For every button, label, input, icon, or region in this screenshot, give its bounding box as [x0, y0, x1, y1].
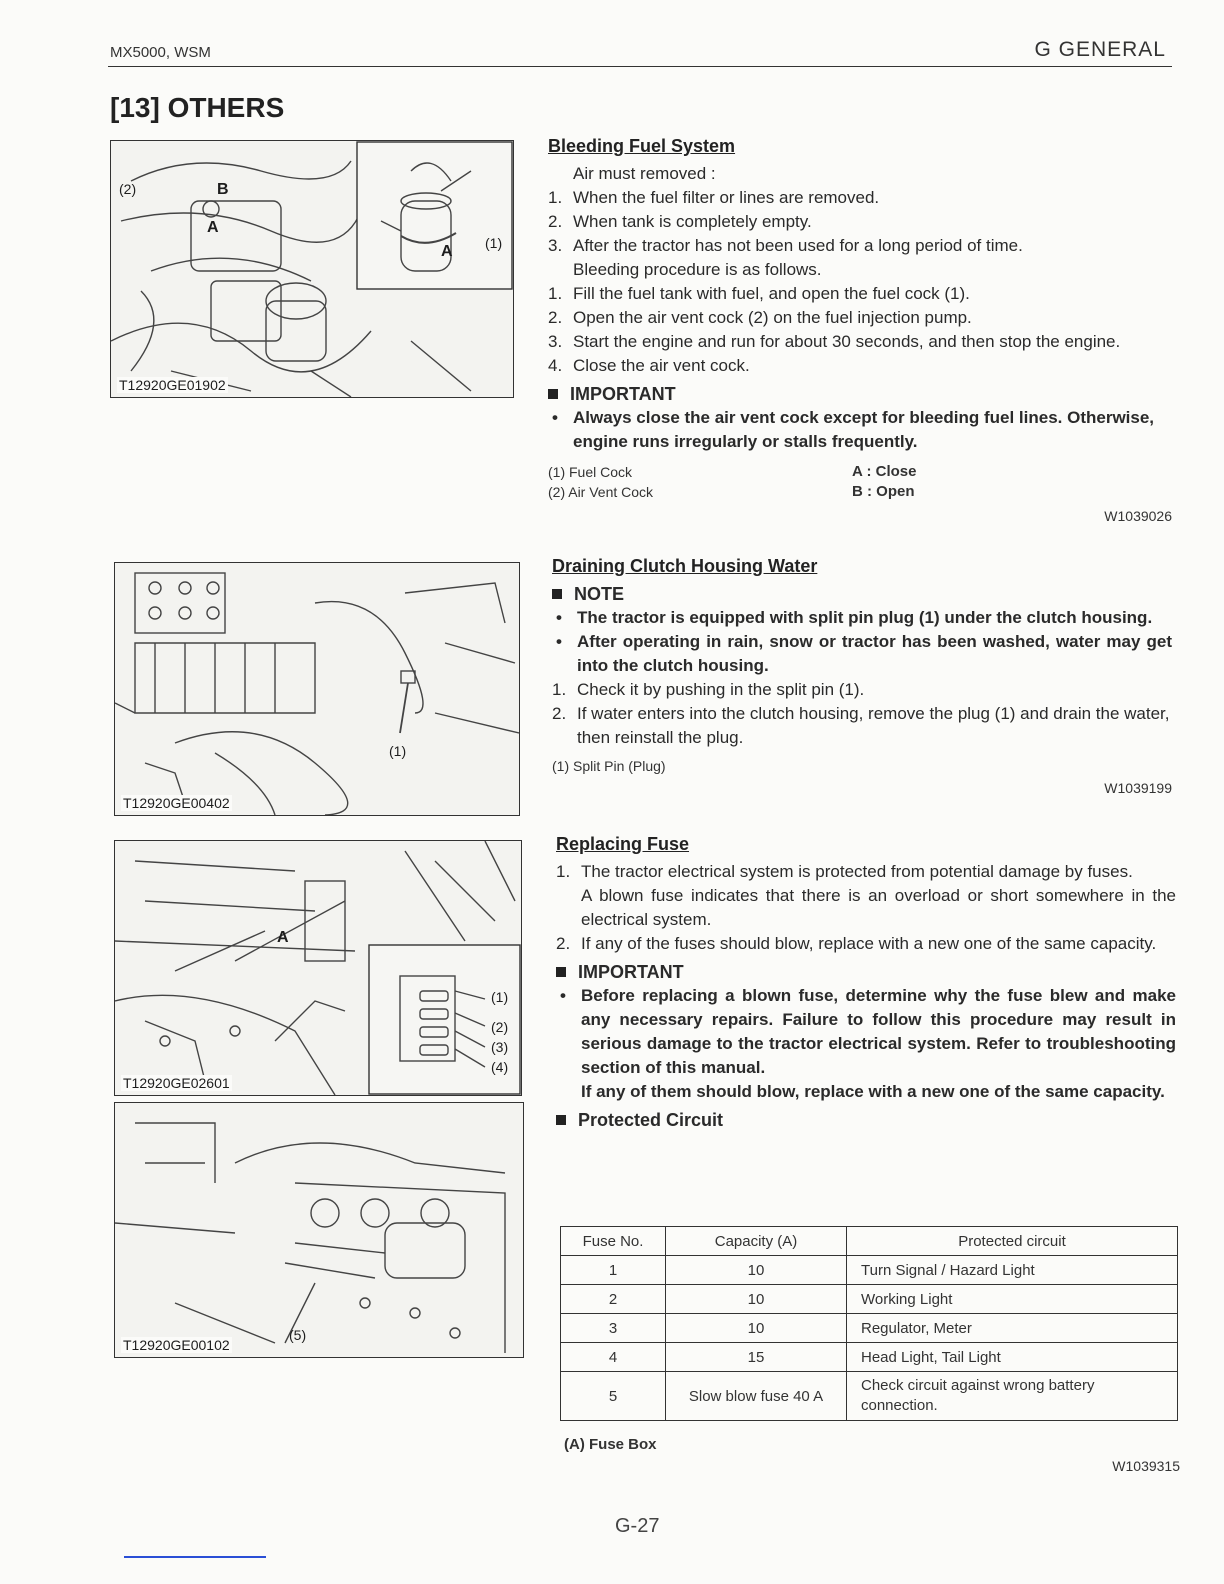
bleeding-procedure-intro: Bleeding procedure is as follows.	[573, 260, 822, 279]
draining-legend: (1) Split Pin (Plug)	[552, 758, 666, 774]
important-list	[556, 984, 1176, 1080]
legend-item: B : Open	[852, 483, 915, 500]
clutch-housing-illustration	[115, 563, 519, 815]
fuse-box-illustration	[115, 841, 521, 1095]
header-divider	[108, 66, 1172, 67]
table-cell: 10	[666, 1256, 847, 1285]
bleeding-legend	[548, 462, 1172, 502]
important-extra: If any of them should blow, replace with a new one of the same capacity.	[581, 1082, 1165, 1101]
figure-code: T12920GE00402	[123, 795, 230, 811]
fuse-section	[556, 832, 1176, 1132]
callout-3: (3)	[491, 1039, 509, 1055]
table-cell: 5	[561, 1372, 666, 1421]
table-cell: 10	[666, 1314, 847, 1343]
table-header: Fuse No.	[561, 1227, 666, 1256]
callout-1: (1)	[389, 743, 407, 759]
list-item: • The tractor is equipped with split pin plug (1) under the clutch housing.	[552, 606, 1172, 630]
bullet-square-icon	[552, 589, 562, 599]
fuse-legend: (A) Fuse Box	[564, 1436, 657, 1453]
callout-a-inset: A	[441, 243, 453, 260]
table-header: Capacity (A)	[666, 1227, 847, 1256]
list-item: 1. Check it by pushing in the split pin (1).	[552, 680, 865, 699]
header-model: MX5000, WSM	[110, 44, 211, 61]
bullet-square-icon	[548, 389, 558, 399]
figure-clutch-housing	[114, 562, 520, 816]
legend-item: A : Close	[852, 463, 917, 480]
table-cell: 1	[561, 1256, 666, 1285]
list-item: 2. Open the air vent cock (2) on the fuel injection pump.	[548, 308, 972, 327]
figure-fuse-box	[114, 840, 522, 1096]
list-item: 2. If any of the fuses should blow, replace with a new one of the same capacity.	[556, 934, 1157, 953]
doc-code: W1039199	[1104, 780, 1172, 796]
list-item: • Before replacing a blown fuse, determine why the fuse blew and make any necessary repairs. Failure to follow this procedure may result in serious damage to the tractor electrical system. Refer to troubleshooting section of this manual.	[556, 984, 1176, 1080]
fuse-step1-extra: A blown fuse indicates that there is an overload or short somewhere in the electrical system.	[581, 886, 1176, 929]
bleeding-intro: Air must removed :	[573, 164, 716, 183]
figure-slow-blow-fuse	[114, 1102, 524, 1358]
page-number: G-27	[615, 1515, 660, 1537]
legend-item: (1) Fuel Cock	[548, 464, 633, 480]
doc-code: W1039026	[1104, 508, 1172, 524]
table-cell: Head Light, Tail Light	[847, 1343, 1178, 1372]
bullet-square-icon	[556, 1115, 566, 1125]
table-row	[561, 1372, 1178, 1421]
figure-code: T12920GE02601	[123, 1075, 230, 1091]
slow-blow-fuse-illustration	[115, 1103, 523, 1357]
draining-steps	[552, 678, 1172, 750]
note-heading: NOTE	[552, 582, 1172, 606]
table-cell: 10	[666, 1285, 847, 1314]
figure-code: T12920GE01902	[119, 377, 226, 393]
list-item: 4. Close the air vent cock.	[548, 356, 750, 375]
figure-code: T12920GE00102	[123, 1337, 230, 1353]
list-item: 2. If water enters into the clutch housing, remove the plug (1) and drain the water, then reinstall the plug.	[552, 704, 1170, 747]
fuse-steps-2	[556, 932, 1176, 956]
fuse-table	[560, 1226, 1178, 1421]
table-cell: Turn Signal / Hazard Light	[847, 1256, 1178, 1285]
callout-5: (5)	[289, 1327, 307, 1343]
header-section: G GENERAL	[1034, 38, 1166, 61]
bleeding-section	[548, 134, 1172, 528]
callout-a: A	[207, 219, 219, 236]
important-heading: IMPORTANT	[556, 960, 1176, 984]
list-item: 1. When the fuel filter or lines are removed.	[548, 188, 880, 207]
doc-code: W1039315	[1112, 1458, 1180, 1474]
draining-title: Draining Clutch Housing Water	[552, 556, 818, 576]
list-item: • Always close the air vent cock except for bleeding fuel lines. Otherwise, engine runs irregularly or stalls frequently.	[548, 406, 1172, 454]
table-cell: Working Light	[847, 1285, 1178, 1314]
fuse-steps	[556, 860, 1176, 884]
callout-4: (4)	[491, 1059, 509, 1075]
important-list	[548, 406, 1172, 454]
table-cell: Check circuit against wrong battery connection.	[847, 1372, 1178, 1421]
table-row	[561, 1314, 1178, 1343]
list-item: 3. Start the engine and run for about 30 seconds, and then stop the engine.	[548, 332, 1121, 351]
protected-circuit-heading: Protected Circuit	[556, 1108, 1176, 1132]
table-cell: 2	[561, 1285, 666, 1314]
figure-fuel-system	[110, 140, 514, 398]
footer-divider	[124, 1556, 266, 1558]
bleeding-title: Bleeding Fuel System	[548, 136, 736, 156]
list-item: 3. After the tractor has not been used for a long period of time.	[548, 236, 1023, 255]
important-heading: IMPORTANT	[548, 382, 1172, 406]
callout-2: (2)	[491, 1019, 509, 1035]
callout-2: (2)	[119, 181, 137, 197]
callout-1: (1)	[485, 235, 503, 251]
table-cell: Regulator, Meter	[847, 1314, 1178, 1343]
table-header-row	[561, 1227, 1178, 1256]
table-row	[561, 1256, 1178, 1285]
table-cell: 3	[561, 1314, 666, 1343]
bleeding-conditions	[548, 186, 1172, 258]
fuse-title: Replacing Fuse	[556, 834, 690, 854]
list-item: 1. Fill the fuel tank with fuel, and open the fuel cock (1).	[548, 284, 970, 303]
table-cell: 15	[666, 1343, 847, 1372]
legend-item: (2) Air Vent Cock	[548, 484, 654, 500]
callout-1: (1)	[491, 989, 509, 1005]
bleeding-steps	[548, 282, 1172, 378]
list-item: 1. The tractor electrical system is protected from potential damage by fuses.	[556, 862, 1133, 881]
note-list	[552, 606, 1172, 678]
table-row	[561, 1343, 1178, 1372]
callout-b: B	[217, 181, 229, 198]
bullet-square-icon	[556, 967, 566, 977]
list-item: 2. When tank is completely empty.	[548, 212, 812, 231]
draining-section	[552, 554, 1172, 800]
table-cell: 4	[561, 1343, 666, 1372]
fuel-system-illustration	[111, 141, 513, 397]
table-cell: Slow blow fuse 40 A	[666, 1372, 847, 1421]
callout-a: A	[277, 929, 289, 946]
list-item: • After operating in rain, snow or tractor has been washed, water may get into the clutch housing.	[552, 630, 1172, 678]
table-header: Protected circuit	[847, 1227, 1178, 1256]
table-row	[561, 1285, 1178, 1314]
section-title: [13] OTHERS	[110, 92, 285, 123]
